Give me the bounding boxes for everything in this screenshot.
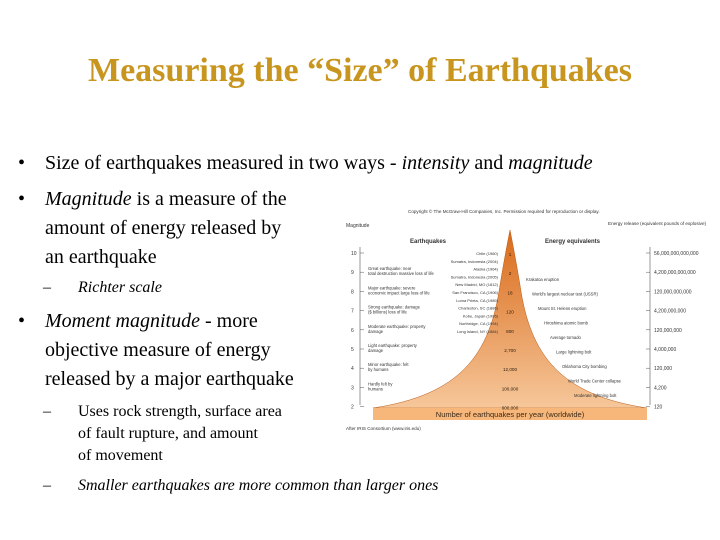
magnitude-tick-label: 8: [351, 289, 354, 296]
bullet-marker: •: [18, 188, 26, 210]
energy-tick-label: 56,000,000,000,000: [654, 251, 699, 257]
energy-equivalent-label: Moderate lightning bolt: [574, 393, 617, 398]
count-label: 2: [508, 271, 512, 277]
count-label: 12,000: [502, 367, 518, 373]
energy-equivalent-label: World's largest nuclear test (USSR): [532, 291, 598, 297]
magnitude-tick-label: 3: [351, 385, 354, 392]
energy-equivalent-label: Average tornado: [550, 335, 581, 340]
energy-equivalent-label: Krakatoa eruption: [526, 277, 560, 282]
count-label: 1: [508, 252, 512, 257]
term-intensity: intensity: [401, 152, 470, 174]
bullet-text: objective measure of energy: [45, 339, 271, 361]
severity-label: Strong earthquake: damage: [368, 304, 420, 310]
earthquake-event-label: San Francisco, CA (1906): [452, 290, 498, 295]
magnitude-tick-label: 5: [351, 347, 354, 353]
severity-label: ($ billions) loss of life: [368, 309, 407, 315]
slide-title: Measuring the “Size” of Earthquakes: [88, 52, 632, 89]
earthquake-event-label: Sumatra, Indonesia (2004): [450, 258, 498, 264]
earthquake-event-label: Sumatra, Indonesia (2005): [450, 274, 498, 280]
bullet-text: - more: [199, 310, 258, 332]
severity-label: Moderate earthquake: property: [368, 323, 426, 329]
copyright-notice: Copyright © The McGraw-Hill Companies, Inc. Permission required for reproduction or display.: [408, 209, 600, 214]
severity-label: Minor earthquake: felt: [368, 362, 409, 368]
count-label: 600,000: [501, 405, 519, 411]
energy-equivalent-label: World Trade Center collapse: [568, 378, 621, 384]
earthquake-energy-graphic: [340, 205, 720, 435]
energy-tick-label: 120,000: [654, 366, 673, 373]
magnitude-tick-label: 7: [351, 308, 354, 315]
severity-label: damage: [368, 348, 384, 353]
severity-label: Major earthquake: severe: [368, 285, 416, 291]
count-label: 2,700: [504, 348, 516, 353]
severity-label: humans: [368, 386, 383, 392]
col-earthquakes: Earthquakes: [410, 239, 447, 245]
energy-equivalent-label: Oklahoma City bombing: [562, 364, 607, 369]
severity-label: economic impact large loss of life: [368, 290, 430, 296]
energy-tick-label: 4,200,000,000: [654, 308, 686, 315]
energy-tick-label: 4,200,000,000,000: [654, 270, 696, 277]
earthquake-event-label: Charleston, SC (1886): [458, 305, 498, 311]
dash-marker: –: [43, 403, 51, 420]
energy-tick-label: 120,000,000,000: [654, 289, 692, 296]
energy-tick-label: 4,200: [654, 385, 667, 392]
sub-bullet-text: Richter scale: [78, 279, 162, 296]
bullet-text: amount of energy released by: [45, 217, 282, 239]
earthquake-event-label: Alaska (1964): [473, 266, 498, 272]
earthquake-energy-figure: [340, 205, 720, 435]
energy-tick-label: 120: [654, 404, 663, 411]
earthquake-event-label: New Madrid, MO (1812): [455, 282, 498, 288]
severity-label: Great earthquake: near: [368, 266, 412, 272]
earthquake-event-label: Kobe, Japan (1995): [462, 313, 498, 319]
magnitude-tick-label: 2: [351, 404, 354, 411]
bullet-text: released by a major earthquake: [45, 368, 294, 390]
earthquake-event-label: Northridge, CA (1994): [459, 321, 498, 327]
energy-equivalent-label: Mount St. Helens eruption: [538, 306, 587, 311]
sub-bullet-text: of fault rupture, and amount: [78, 425, 258, 442]
count-label: 120: [506, 309, 514, 315]
credit-label: After IRIS Consortium (www.iris.edu): [346, 426, 421, 431]
sub-bullet-text: Smaller earthquakes are more common than larger ones: [78, 477, 439, 494]
dash-marker: –: [43, 477, 51, 494]
energy-tick-label: 120,000,000: [654, 327, 682, 334]
bullet-marker: •: [18, 310, 26, 332]
left-axis-title: Magnitude: [346, 223, 370, 229]
count-banner-label: Number of earthquakes per year (worldwide): [435, 410, 585, 419]
bullet-text: an earthquake: [45, 246, 157, 268]
dash-marker: –: [43, 279, 51, 296]
right-axis-title: Energy release (equivalent pounds of explosive): [608, 221, 707, 226]
earthquake-event-label: Loma Prieta, CA (1989): [456, 297, 498, 303]
magnitude-tick-label: 9: [351, 270, 354, 277]
bullet-text: is a measure of the: [131, 188, 287, 210]
sub-bullet-text: Uses rock strength, surface area: [78, 403, 282, 420]
energy-tick-label: 4,000,000: [654, 347, 677, 353]
severity-label: by humans: [368, 367, 389, 373]
magnitude-tick-label: 4: [351, 366, 354, 373]
severity-label: Hardly felt by: [368, 381, 393, 387]
severity-label: Light earthquake: property: [368, 343, 417, 348]
sub-bullet-text: of movement: [78, 447, 163, 464]
energy-equivalent-label: Large lightning bolt: [556, 349, 592, 355]
count-label: 18: [507, 290, 513, 296]
magnitude-tick-label: 6: [351, 327, 354, 334]
severity-label: damage: [368, 328, 384, 334]
term-moment-magnitude: Moment magnitude: [45, 310, 200, 332]
earthquake-event-label: Long Island, NY (1884): [456, 329, 498, 334]
severity-label: total destruction massive loss of life: [368, 271, 434, 277]
count-label: 800: [506, 328, 514, 334]
term-magnitude: Magnitude: [45, 188, 132, 210]
bullet-text: and: [469, 152, 509, 174]
magnitude-tick-label: 10: [351, 251, 357, 257]
earthquake-event-label: Chile (1960): [476, 251, 498, 256]
bullet-text: Size of earthquakes measured in two ways -: [45, 152, 402, 174]
term-magnitude: magnitude: [508, 152, 593, 174]
energy-equivalent-label: Hiroshima atomic bomb: [544, 320, 588, 326]
count-label: 100,000: [501, 386, 519, 392]
col-energy: Energy equivalents: [545, 239, 601, 245]
bullet-marker: •: [18, 152, 26, 174]
